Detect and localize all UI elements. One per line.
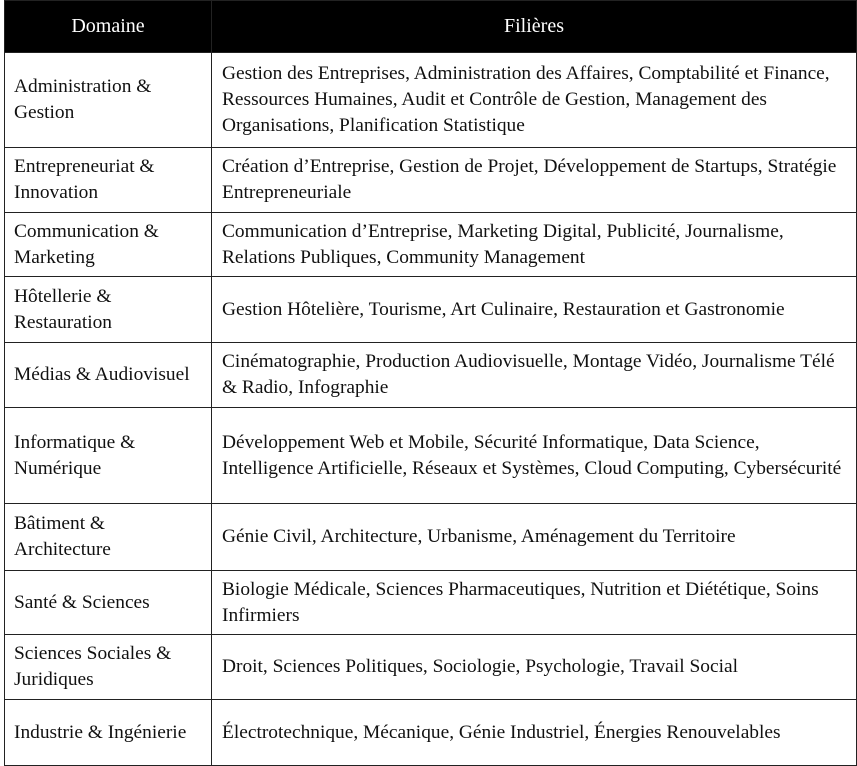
table-row bbox=[5, 408, 857, 504]
filieres-cell: Biologie Médicale, Sciences Pharmaceutiques, Nutrition et Diététique, Soins Infirmiers bbox=[212, 571, 857, 635]
filieres-cell: Électrotechnique, Mécanique, Génie Industriel, Énergies Renouvelables bbox=[212, 700, 857, 766]
filieres-cell: Cinématographie, Production Audiovisuelle, Montage Vidéo, Journalisme Télé & Radio, Infographie bbox=[212, 343, 857, 408]
table-row bbox=[5, 635, 857, 700]
table-row bbox=[5, 148, 857, 213]
header-row bbox=[5, 1, 857, 53]
header-domaine: Domaine bbox=[5, 1, 212, 53]
domaine-cell: Industrie & Ingénierie bbox=[5, 700, 212, 766]
table-row bbox=[5, 504, 857, 571]
filieres-cell: Développement Web et Mobile, Sécurité Informatique, Data Science, Intelligence Artificielle, Réseaux et Systèmes, Cloud Computing, Cybersécurité bbox=[212, 408, 857, 504]
domains-table bbox=[4, 0, 857, 766]
domaine-cell: Médias & Audiovisuel bbox=[5, 343, 212, 408]
domaine-cell: Hôtellerie & Restauration bbox=[5, 277, 212, 343]
filieres-cell: Communication d’Entreprise, Marketing Digital, Publicité, Journalisme, Relations Publiques, Community Management bbox=[212, 213, 857, 277]
domaine-cell: Informatique & Numérique bbox=[5, 408, 212, 504]
table-row bbox=[5, 213, 857, 277]
table-row bbox=[5, 343, 857, 408]
domaine-cell: Santé & Sciences bbox=[5, 571, 212, 635]
table-row bbox=[5, 277, 857, 343]
filieres-cell: Gestion Hôtelière, Tourisme, Art Culinaire, Restauration et Gastronomie bbox=[212, 277, 857, 343]
table-row bbox=[5, 53, 857, 148]
table-row bbox=[5, 700, 857, 766]
filieres-cell: Droit, Sciences Politiques, Sociologie, Psychologie, Travail Social bbox=[212, 635, 857, 700]
domaine-cell: Sciences Sociales & Juridiques bbox=[5, 635, 212, 700]
domaine-cell: Communication & Marketing bbox=[5, 213, 212, 277]
domaine-cell: Administration & Gestion bbox=[5, 53, 212, 148]
header-filieres: Filières bbox=[212, 1, 857, 53]
domaine-cell: Entrepreneuriat & Innovation bbox=[5, 148, 212, 213]
table-header bbox=[5, 1, 857, 53]
table-body bbox=[5, 53, 857, 766]
filieres-cell: Création d’Entreprise, Gestion de Projet, Développement de Startups, Stratégie Entrepreneuriale bbox=[212, 148, 857, 213]
filieres-cell: Génie Civil, Architecture, Urbanisme, Aménagement du Territoire bbox=[212, 504, 857, 571]
domaine-cell: Bâtiment & Architecture bbox=[5, 504, 212, 571]
filieres-cell: Gestion des Entreprises, Administration des Affaires, Comptabilité et Finance, Ressources Humaines, Audit et Contrôle de Gestion, Management des Organisations, Planification Statistique bbox=[212, 53, 857, 148]
table-row bbox=[5, 571, 857, 635]
